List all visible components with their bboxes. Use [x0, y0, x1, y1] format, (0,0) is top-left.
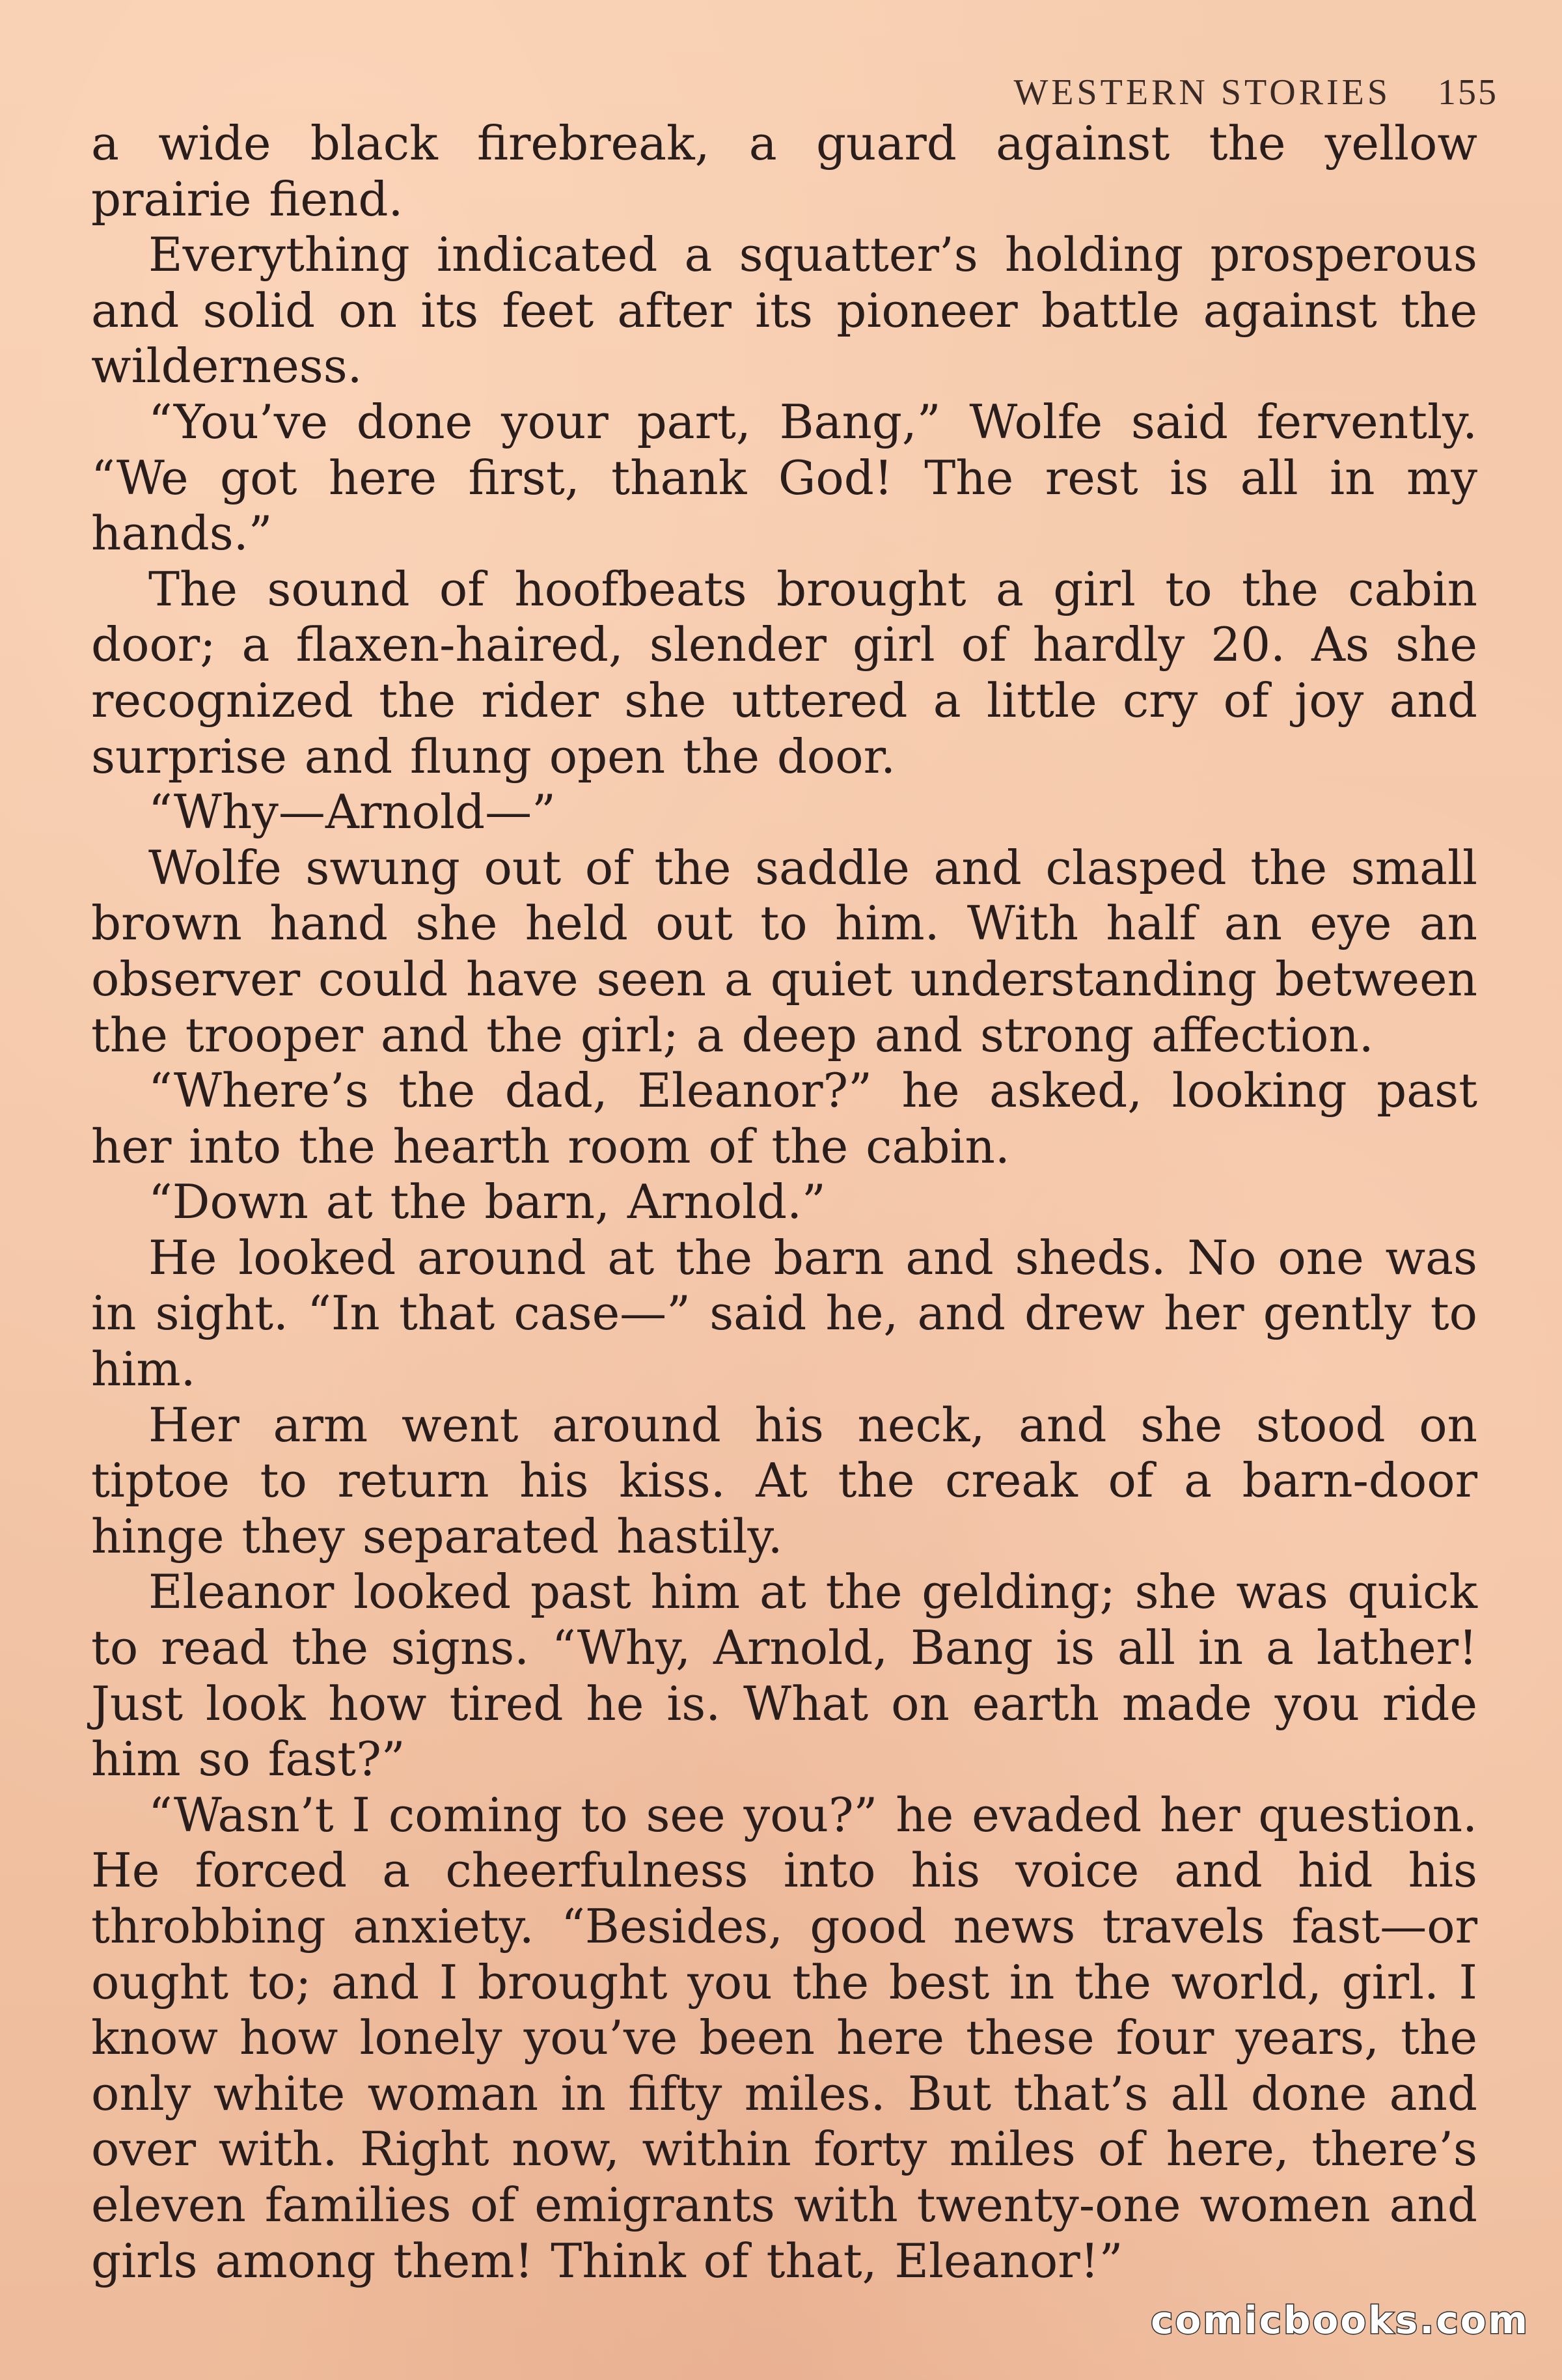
paragraph: “Wasn’t I coming to see you?” he evaded her question. He forced a cheerfulness into his voice and hid his throbbing anxiety. “Besides, good news travels fast—or ought to; and I brought you the best in the world, girl. I know how lonely you’ve been here these four years, the only white woman in fifty miles. But that’s all done and over with. Right now, within forty miles of here, there’s eleven families of emigrants with twenty-one women and girls among them! Think of that, Eleanor!” [91, 1787, 1477, 2288]
paragraph: Her arm went around his neck, and she stood on tiptoe to return his kiss. At the creak of a barn-door hinge they separated hastily. [91, 1397, 1477, 1564]
paragraph: The sound of hoofbeats brought a girl to the cabin door; a flaxen-haired, slender girl of hardly 20. As she recognized the rider she uttered a little cry of joy and surprise and flung open the door. [91, 561, 1477, 784]
paragraph: Everything indicated a squatter’s holding prosperous and solid on its feet after its pioneer battle against the wilderness. [91, 227, 1477, 394]
paragraph: a wide black firebreak, a guard against the yellow prairie fiend. [91, 116, 1477, 227]
paragraph: He looked around at the barn and sheds. No one was in sight. “In that case—” said he, and drew her gently to him. [91, 1230, 1477, 1397]
watermark: comicbooks.com [1151, 2298, 1529, 2342]
paragraph: “Where’s the dad, Eleanor?” he asked, looking past her into the hearth room of the cabin. [91, 1063, 1477, 1174]
paragraph: “Down at the barn, Arnold.” [148, 1174, 826, 1230]
paragraph: “You’ve done your part, Bang,” Wolfe said fervently. “We got here first, thank God! The rest is all in my hands.” [91, 394, 1477, 561]
running-title: WESTERN STORIES [1013, 72, 1391, 113]
body-text [91, 116, 1477, 2289]
page-number: 155 [1438, 72, 1498, 113]
paragraph: Eleanor looked past him at the gelding; she was quick to read the signs. “Why, Arnold, Bang is all in a lather! Just look how tired he is. What on earth made you ride him so fast?” [91, 1564, 1477, 1787]
running-head [1013, 72, 1498, 113]
paragraph: “Why—Arnold—” [148, 784, 556, 840]
paragraph: Wolfe swung out of the saddle and clasped the small brown hand she held out to him. With half an eye an observer could have seen a quiet understanding between the trooper and the girl; a deep and strong affection. [91, 840, 1477, 1062]
